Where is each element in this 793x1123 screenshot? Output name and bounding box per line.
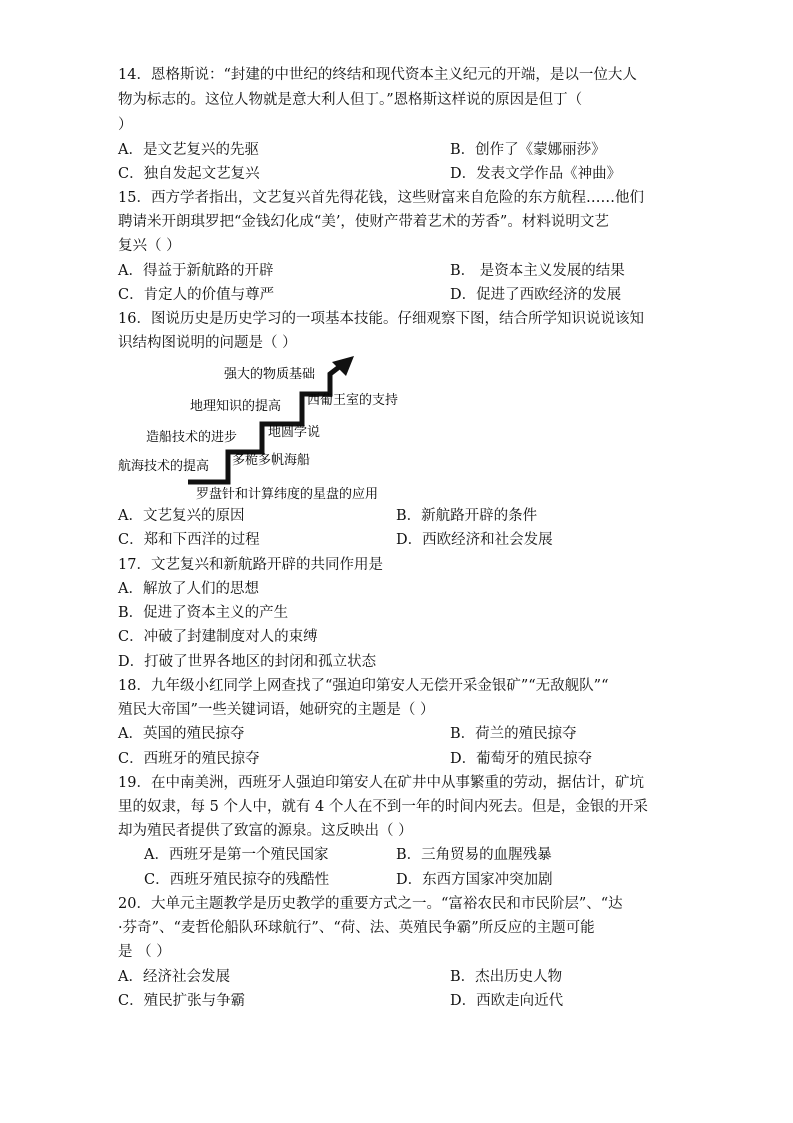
option-a: A．解放了人们的思想: [118, 581, 259, 597]
option-a: A．文艺复兴的原因: [118, 508, 245, 524]
option-a: A．英国的殖民掠夺: [118, 726, 245, 742]
diagram-label: 航海技术的提高: [118, 459, 210, 474]
diagram-label: 西葡王室的支持: [307, 393, 399, 408]
option-b: B．三角贸易的血腥残暴: [396, 847, 552, 863]
option-d: D．西欧走向近代: [450, 993, 564, 1009]
question-stem-line: ·芬奇”、“麦哲伦船队环球航行”、“荷、法、英殖民争霸”所反应的主题可能: [118, 920, 595, 936]
option-a: A．经济社会发展: [118, 969, 230, 985]
question-stem-line: 17．文艺复兴和新航路开辟的共同作用是: [118, 557, 383, 573]
question-stem-line: 却为殖民者提供了致富的源泉。这反映出（ ）: [118, 823, 413, 839]
option-a: A．西班牙是第一个殖民国家: [144, 847, 329, 863]
diagram-label: 强大的物质基础: [224, 367, 316, 382]
option-d: D．东西方国家冲突加剧: [396, 872, 553, 888]
option-b: B．荷兰的殖民掠夺: [450, 726, 577, 742]
option-c: C．郑和下西洋的过程: [118, 532, 260, 548]
diagram-label: 罗盘针和计算纬度的星盘的应用: [196, 487, 379, 502]
diagram-label: 造船技术的进步: [146, 430, 238, 445]
option-b: B．促进了资本主义的产生: [118, 605, 289, 621]
question-stem-line: 18．九年级小红同学上网查找了“强迫印第安人无偿开采金银矿”“无敌舰队”“: [118, 678, 609, 694]
option-c: C．西班牙的殖民掠夺: [118, 751, 260, 767]
question-stem-line: 复兴（ ）: [118, 238, 181, 254]
question-stem-line: ）: [118, 117, 133, 133]
diagram-label: 多桅多帆海船: [232, 453, 311, 468]
option-d: D．葡萄牙的殖民掠夺: [450, 751, 593, 767]
diagram-label: 地圆学说: [268, 425, 321, 440]
question-stem-line: 识结构图说明的问题是（ ）: [118, 335, 297, 351]
option-b: B． 是资本主义发展的结果: [450, 263, 625, 279]
diagram-label: 地理知识的提高: [190, 399, 282, 414]
option-a: A．是文艺复兴的先驱: [118, 142, 259, 158]
question-stem-line: 物为标志的。这位人物就是意大利人但丁。”恩格斯这样说的原因是但丁（: [118, 92, 583, 108]
option-c: C．肯定人的价值与尊严: [118, 287, 275, 303]
question-stem-line: 14．恩格斯说：“封建的中世纪的终结和现代资本主义纪元的开端，是以一位大人: [118, 67, 637, 83]
staircase-diagram: [110, 352, 410, 504]
option-b: B．新航路开辟的条件: [396, 508, 538, 524]
option-b: B．创作了《蒙娜丽莎》: [450, 142, 606, 158]
option-c: C．冲破了封建制度对人的束缚: [118, 629, 318, 645]
question-stem-line: 是 （ ）: [118, 944, 171, 960]
option-b: B．杰出历史人物: [450, 969, 563, 985]
option-c: C．西班牙殖民掠夺的残酷性: [144, 872, 330, 888]
question-stem-line: 殖民大帝国”一些关键词语，她研究的主题是（ ）: [118, 702, 435, 718]
option-d: D．促进了西欧经济的发展: [450, 287, 622, 303]
question-stem-line: 19．在中南美洲，西班牙人强迫印第安人在矿井中从事繁重的劳动，据估计，矿坑: [118, 775, 644, 791]
question-stem-line: 里的奴隶，每 5 个人中，就有 4 个人在不到一年的时间内死去。但是，金银的开采: [118, 799, 648, 815]
option-d: D．打破了世界各地区的封闭和孤立状态: [118, 654, 377, 670]
option-d: D．西欧经济和社会发展: [396, 532, 553, 548]
question-stem-line: 20．大单元主题教学是历史教学的重要方式之一。“富裕农民和市民阶层”、“达: [118, 896, 623, 912]
option-c: C．独自发起文艺复兴: [118, 166, 260, 182]
question-stem-line: 15．西方学者指出，文艺复兴首先得花钱，这些财富来自危险的东方航程……他们: [118, 190, 644, 206]
question-stem-line: 聘请米开朗琪罗把“金钱幻化成“美’，使财产带着艺术的芳香”。材料说明文艺: [118, 214, 609, 230]
question-stem-line: 16．图说历史是历史学习的一项基本技能。仔细观察下图，结合所学知识说说该知: [118, 311, 644, 327]
option-c: C．殖民扩张与争霸: [118, 993, 246, 1009]
option-a: A．得益于新航路的开辟: [118, 263, 274, 279]
option-d: D．发表文学作品《神曲》: [450, 166, 622, 182]
